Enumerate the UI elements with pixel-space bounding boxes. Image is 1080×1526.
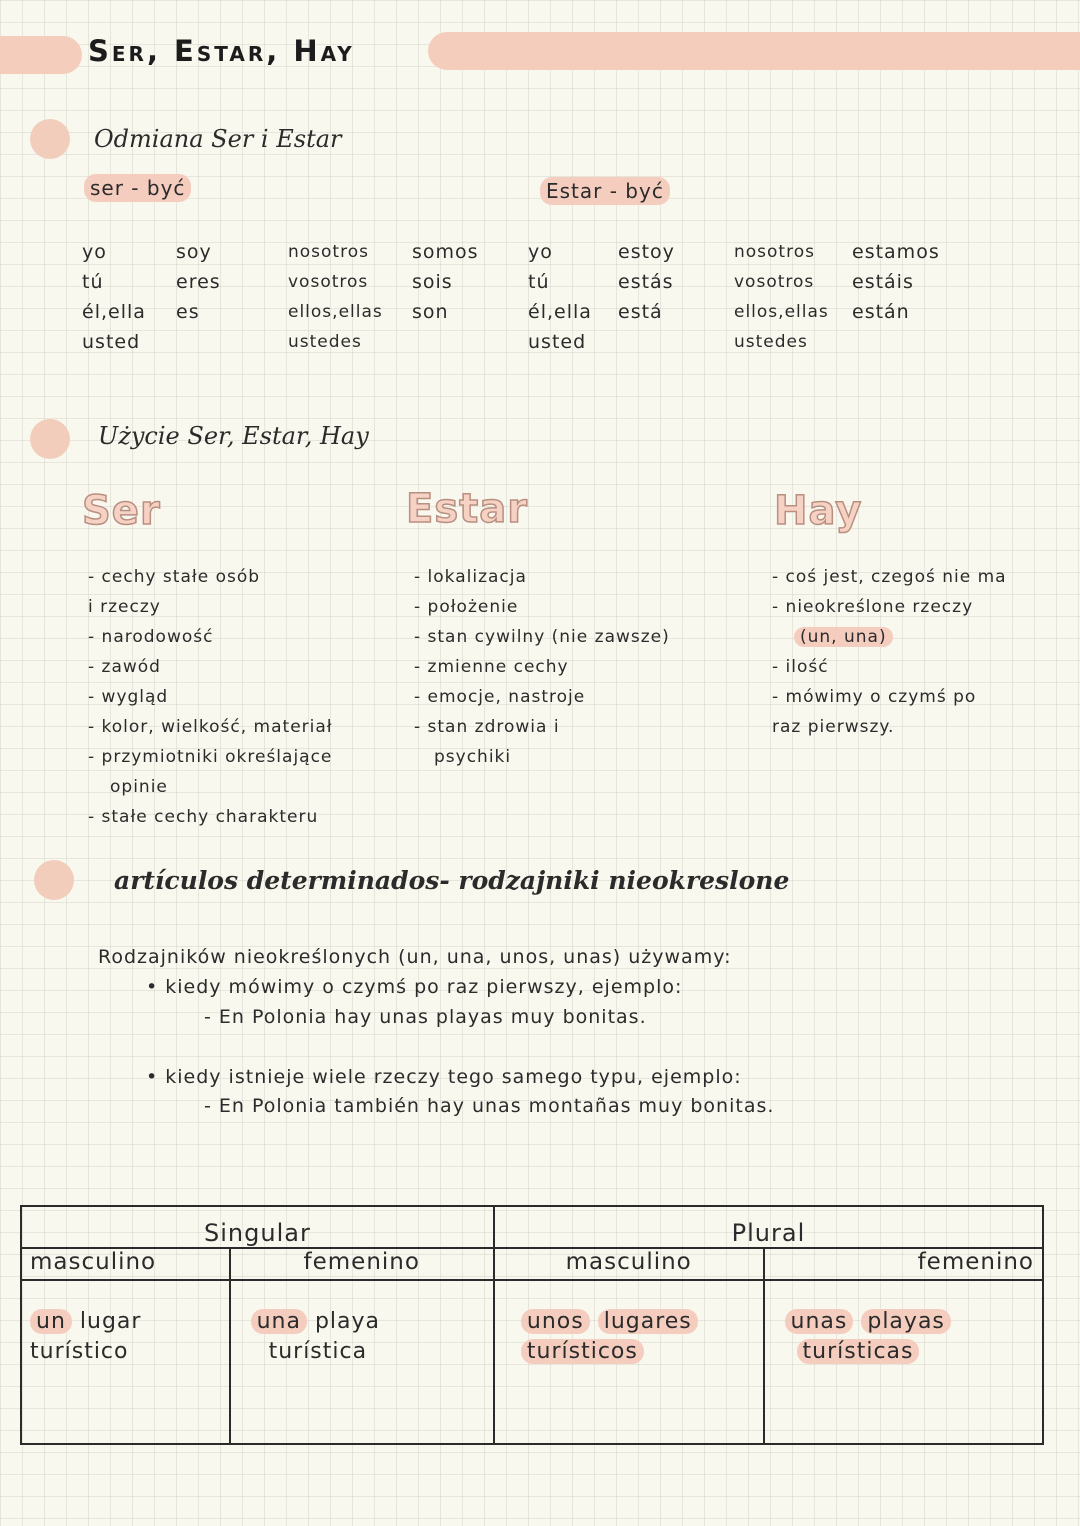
cell-adjective: turísticas [797, 1339, 920, 1364]
header-bar-right [428, 32, 1080, 70]
ser-uses-list [88, 562, 333, 832]
list-item: - zawód [88, 657, 161, 677]
table-cell [21, 1280, 230, 1444]
list-item: - stan zdrowia i [414, 717, 560, 737]
list-item: soy [176, 241, 212, 263]
list-item: - nieokreślone rzeczy [772, 597, 974, 617]
list-item: - emocje, nastroje [414, 687, 586, 707]
list-item: opinie [110, 777, 168, 797]
list-item: tú [528, 271, 550, 293]
articles-intro: Rodzajników nieokreślonych (un, una, unos, unas) używamy: [98, 946, 732, 968]
list-item: ellos,ellas [288, 302, 383, 322]
list-item: - stałe cechy charakteru [88, 807, 319, 827]
list-item: eres [176, 271, 221, 293]
section-marker-3 [34, 860, 74, 900]
table-header-singular: Singular [21, 1206, 494, 1248]
list-item: yo [528, 241, 553, 263]
table-header-plural: Plural [494, 1206, 1043, 1248]
list-item: - kolor, wielkość, materiał [88, 717, 333, 737]
section-marker-1 [30, 119, 70, 159]
list-item: raz pierwszy. [772, 717, 895, 737]
list-item: nosotros [288, 242, 369, 262]
list-item: - narodowość [88, 627, 214, 647]
list-item: - zmienne cechy [414, 657, 569, 677]
table-cell [230, 1280, 494, 1444]
list-item: - wygląd [88, 687, 169, 707]
ser-forms-plural [412, 237, 479, 327]
list-item: vosotros [734, 272, 815, 292]
table-col-femenino-sg: femenino [230, 1248, 494, 1280]
list-item: estás [618, 271, 674, 293]
section-title-articulos: artículos determinados- rodzajniki nieokreslone [114, 866, 790, 895]
list-item: estamos [852, 241, 940, 263]
table-col-masculino-pl: masculino [494, 1248, 764, 1280]
list-item: él,ella [82, 301, 146, 323]
cell-adjective: turísticos [521, 1339, 644, 1364]
list-item: estoy [618, 241, 675, 263]
article-highlight: un [30, 1309, 72, 1334]
cell-adjective: turístico [30, 1339, 129, 1364]
estar-forms-singular [618, 237, 675, 327]
list-item: psychiki [434, 747, 512, 767]
table-cell [764, 1280, 1043, 1444]
list-item: ustedes [288, 332, 362, 352]
cell-adjective: turística [268, 1339, 368, 1364]
list-item: sois [412, 271, 453, 293]
cell-noun: lugares [598, 1309, 698, 1334]
list-item: están [852, 301, 910, 323]
list-item: i rzeczy [88, 597, 161, 617]
list-item: somos [412, 241, 479, 263]
articles-table [20, 1205, 1044, 1445]
cell-noun: playa [314, 1309, 381, 1334]
estar-pronouns-singular [528, 237, 592, 357]
list-item: - stan cywilny (nie zawsze) [414, 627, 670, 647]
list-item: usted [528, 331, 587, 353]
article-highlight: una [251, 1309, 307, 1334]
article-highlight: unos [521, 1309, 590, 1334]
list-item: ustedes [734, 332, 808, 352]
list-item: es [176, 301, 200, 323]
list-item: usted [82, 331, 141, 353]
section-title-odmiana: Odmiana Ser i Estar [94, 125, 342, 153]
ser-pronouns-singular [82, 237, 146, 357]
estar-label: Estar - być [540, 177, 670, 205]
articles-bullet-2: • kiedy istnieje wiele rzeczy tego samego typu, ejemplo: [146, 1066, 742, 1088]
hay-uses-list [772, 562, 1007, 742]
list-item [772, 622, 1007, 652]
list-item: vosotros [288, 272, 369, 292]
table-col-masculino-sg: masculino [21, 1248, 230, 1280]
list-item: - lokalizacja [414, 567, 527, 587]
list-item: - ilość [772, 657, 829, 677]
table-col-femenino-pl: femenino [764, 1248, 1043, 1280]
table-cell [494, 1280, 764, 1444]
list-item: - coś jest, czegoś nie ma [772, 567, 1007, 587]
list-item: tú [82, 271, 104, 293]
cell-noun: playas [861, 1309, 951, 1334]
estar-uses-list [414, 562, 670, 772]
hay-articles-highlight: (un, una) [794, 627, 893, 647]
hay-heading: Hay [774, 488, 863, 534]
list-item: está [618, 301, 663, 323]
ser-forms-singular [176, 237, 221, 327]
list-item: - przymiotniki określające [88, 747, 333, 767]
articles-example-1: - En Polonia hay unas playas muy bonitas. [204, 1006, 647, 1028]
list-item: - cechy stałe osób [88, 567, 261, 587]
list-item: yo [82, 241, 107, 263]
ser-heading: Ser [82, 488, 161, 534]
ser-label: ser - być [84, 174, 191, 202]
list-item: - mówimy o czymś po [772, 687, 977, 707]
list-item: ellos,ellas [734, 302, 829, 322]
list-item: él,ella [528, 301, 592, 323]
list-item: son [412, 301, 449, 323]
cell-noun: lugar [79, 1309, 142, 1334]
list-item: - położenie [414, 597, 519, 617]
section-marker-2 [30, 419, 70, 459]
articles-example-2: - En Polonia también hay unas montañas muy bonitas. [204, 1095, 775, 1117]
articles-bullet-1: • kiedy mówimy o czymś po raz pierwszy, ejemplo: [146, 976, 683, 998]
estar-heading: Estar [406, 486, 528, 532]
ser-pronouns-plural [288, 237, 383, 357]
list-item: estáis [852, 271, 914, 293]
header-bar-left [0, 36, 82, 74]
list-item: nosotros [734, 242, 815, 262]
estar-pronouns-plural [734, 237, 829, 357]
section-title-uzycie: Użycie Ser, Estar, Hay [98, 422, 369, 450]
article-highlight: unas [785, 1309, 854, 1334]
estar-forms-plural [852, 237, 940, 327]
page-title: Ser, Estar, Hay [88, 34, 355, 68]
